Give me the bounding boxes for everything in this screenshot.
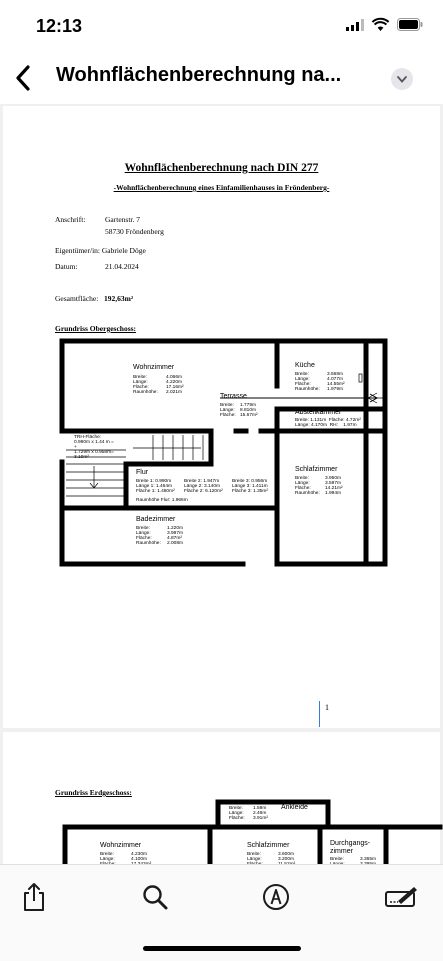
room-eg-wohnzimmer-values: 4.230m 4.100m (131, 852, 147, 862)
address-line2: 58730 Fröndenberg (105, 227, 164, 236)
room-flur-height: Raumhöhe Flur: 1.966m (136, 498, 188, 503)
owner-text: Eigentümer/in: Gabriele Döge (55, 246, 146, 255)
search-button[interactable] (135, 879, 175, 915)
room-schlafzimmer-values: 3.950m 3.597m 14.21m² 1.994m (325, 476, 343, 496)
back-button[interactable] (6, 60, 40, 96)
room-wohnzimmer-name: Wohnzimmer (133, 364, 175, 371)
room-kueche-name: Küche (295, 362, 315, 369)
room-abstellkammer-lines: Breite: 1.131m Fläche: 4.72m² Länge: 4.170m RH: 1.97m (295, 418, 361, 428)
text-cursor (319, 701, 320, 727)
room-eg-wohnzimmer-name: Wohnzimmer (100, 842, 142, 849)
room-schlafzimmer-name: Schlafzimmer (295, 466, 338, 473)
doc-title: Wohnflächenberechnung nach DIN 277 (124, 162, 319, 174)
room-terrasse-name: Terrasse (220, 393, 247, 400)
room-eg-schlafzimmer-values: 3.600m 3.200m (278, 852, 294, 862)
room-ankleide-labels: Breite: Länge: Fläche: (229, 806, 245, 821)
title-menu-button[interactable] (391, 68, 413, 90)
room-schlafzimmer-labels: Breite: Länge: Fläche: Raumhöhe: (295, 476, 320, 496)
room-terrasse-values: 1.779m 8.810m 15.67m² (240, 403, 258, 418)
total-area-value: 192,63m² (104, 294, 134, 303)
room-kueche-values: 3.568m 4.077m 14.55m² 1.979m (327, 372, 345, 392)
room-terrasse-labels: Breite: Länge: Fläche: (220, 403, 236, 418)
share-button[interactable] (14, 879, 54, 915)
room-eg-schlafzimmer-labels: Breite: Länge: (247, 852, 262, 862)
page-number: 1 (325, 703, 329, 712)
chevron-down-icon (397, 76, 407, 83)
room-kueche-labels: Breite: Länge: Fläche: Raumhöhe: (295, 372, 320, 392)
status-icons (346, 18, 423, 31)
chevron-left-icon (15, 65, 31, 91)
room-badezimmer-labels: Breite: Länge: Fläche: Raumhöhe: (136, 526, 161, 546)
markup-button[interactable] (256, 879, 296, 915)
room-flur-col2: Breite 2: 1.947m Länge 2: 3.140m Fläche 2: 6.120m² (184, 479, 223, 494)
address-line1: Gartenstr. 7 (105, 215, 140, 224)
room-abstellkammer-name: Abstellkammer (295, 409, 342, 416)
nav-bar (0, 52, 443, 104)
room-eg-schlafzimmer-name: Schlafzimmer (247, 842, 290, 849)
pdf-page-1 (3, 106, 440, 728)
doc-subtitle: -Wohnflächenberechnung eines Einfamilienhauses in Fröndenberg- (113, 183, 330, 192)
home-indicator (143, 946, 301, 951)
battery-icon (397, 18, 423, 31)
signal-icon (346, 19, 364, 31)
section-obergeschoss: Grundriss Obergeschoss: (55, 324, 137, 333)
room-durchgangszimmer-labels: Breite: (330, 857, 344, 862)
markup-icon (262, 883, 290, 911)
room-badezimmer-values: 1.220m 3.987m 4.87m² 2.008m (167, 526, 183, 546)
room-flur-name: Flur (136, 469, 149, 476)
address-label: Anschrift: (55, 215, 86, 224)
room-flur-col1: Breite 1: 0.990m Länge 1: 1.464m Fläche 1: 1.460m² (136, 479, 175, 494)
pdf-viewer[interactable] (0, 104, 443, 864)
date-label: Datum: (55, 262, 78, 271)
share-icon (21, 882, 47, 912)
date-value: 21.04.2024 (105, 262, 139, 271)
section-erdgeschoss: Grundriss Erdgeschoss: (55, 788, 132, 797)
room-wohnzimmer-labels: Breite: Länge: Fläche: Raumhöhe: (133, 375, 158, 395)
room-ankleide-name: Ankleide (281, 804, 308, 811)
total-area-label: Gesamtfläche: (55, 294, 99, 303)
room-eg-wohnzimmer-labels: Breite: Länge: (100, 852, 115, 862)
bottom-toolbar (0, 864, 443, 961)
status-time: 12:13 (36, 16, 83, 36)
pdf-page-2 (3, 732, 440, 872)
room-wohnzimmer-values: 4.066m 4.220m 17.16m² 2.021m (166, 375, 184, 395)
floor-plan-erdgeschoss (3, 732, 440, 872)
room-badezimmer-name: Badezimmer (136, 516, 176, 523)
document-title: Wohnflächenberechnung na... (56, 64, 342, 86)
trh-area-text: TRH-Fläche: 0.990m x 1.44 m = + 1.729m x 0.958m= 3.10m² (74, 435, 114, 460)
wifi-icon (372, 19, 389, 31)
room-durchgangszimmer-name: Durchgangs- zimmer (330, 840, 371, 855)
edit-icon (384, 884, 420, 910)
room-ankleide-values: 1.59m 2.46m 3.91m² (253, 806, 268, 821)
edit-button[interactable] (382, 879, 422, 915)
room-durchgangszimmer-values: 3.365m (360, 857, 376, 862)
status-bar (0, 0, 443, 52)
room-flur-col3: Breite 3: 0.956m Länge 3: 1.411m Fläche 3: 1.35m² (232, 479, 268, 494)
search-icon (142, 884, 168, 910)
